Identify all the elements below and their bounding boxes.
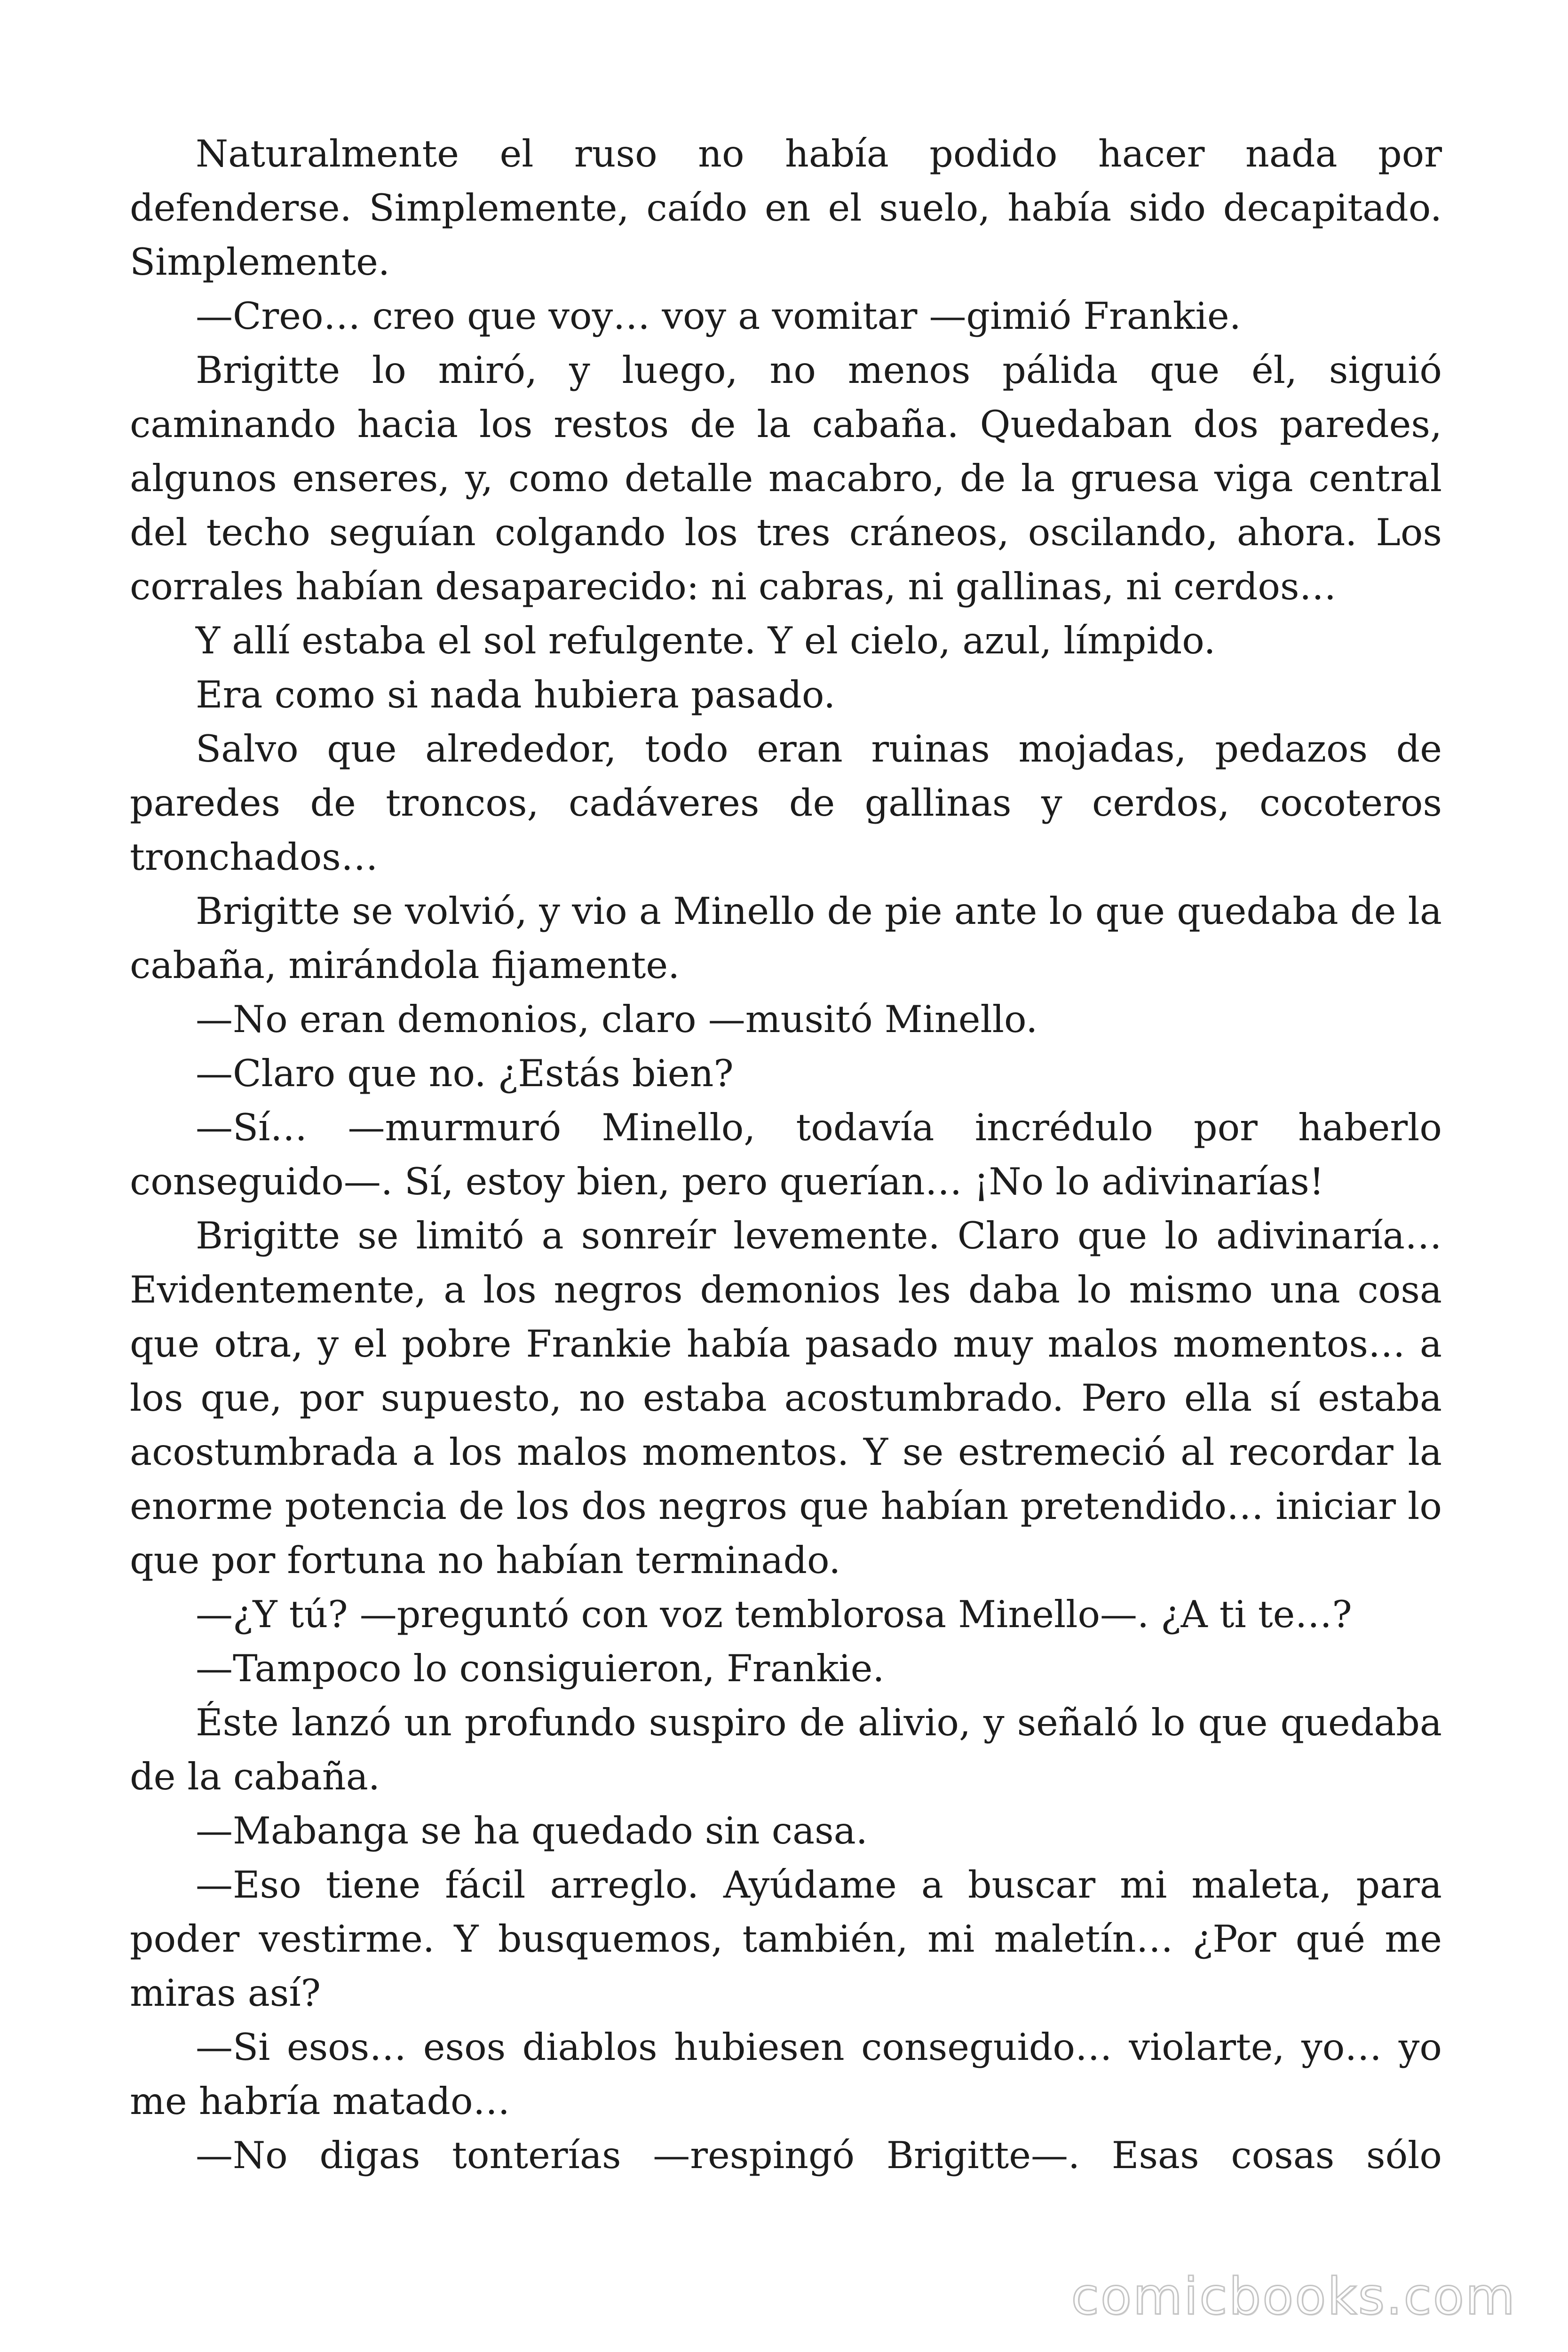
paragraph-8: —No eran demonios, claro —musitó Minello. (196, 998, 1038, 1041)
paragraph-13: —Tampoco lo consiguieron, Frankie. (196, 1647, 885, 1690)
paragraph-10: —Sí… —murmuró Minello, todavía incrédulo por haberlo conseguido—. Sí, estoy bien, pero querían… ¡No lo adivinarías! (130, 1106, 1442, 1203)
paragraph-1: Naturalmente el ruso no había podido hacer nada por defenderse. Simplemente, caído en el suelo, había sido decapitado. Simplemente. (130, 132, 1442, 284)
paragraph-16: —Eso tiene fácil arreglo. Ayúdame a buscar mi maleta, para poder vestirme. Y busquemos, también, mi maletín… ¿Por qué me miras así? (130, 1863, 1442, 2015)
body-text (130, 127, 1442, 2183)
paragraph-14: Éste lanzó un profundo suspiro de alivio, y señaló lo que quedaba de la cabaña. (130, 1701, 1442, 1798)
paragraph-4: Y allí estaba el sol refulgente. Y el cielo, azul, límpido. (196, 619, 1216, 662)
watermark-text: comicbooks.com (1071, 2267, 1516, 2326)
paragraph-7: Brigitte se volvió, y vio a Minello de pie ante lo que quedaba de la cabaña, mirándola fijamente. (130, 890, 1442, 987)
paragraph-6: Salvo que alrededor, todo eran ruinas mojadas, pedazos de paredes de troncos, cadáveres de gallinas y cerdos, cocoteros tronchados… (130, 727, 1442, 879)
paragraph-12: —¿Y tú? —preguntó con voz temblorosa Minello—. ¿A ti te…? (196, 1593, 1352, 1636)
paragraph-17: —Si esos… esos diablos hubiesen conseguido… violarte, yo… yo me habría matado… (130, 2026, 1442, 2123)
paragraph-15: —Mabanga se ha quedado sin casa. (196, 1809, 868, 1852)
paragraph-11: Brigitte se limitó a sonreír levemente. Claro que lo adivinaría… Evidentemente, a los negros demonios les daba lo mismo una cosa que otra, y el pobre Frankie había pasado muy malos momentos… a los que, por supuesto, no estaba acostumbrado. Pero ella sí estaba acostumbrada a los malos momentos. Y se estremeció al recordar la enorme potencia de los dos negros que habían pretendido… iniciar lo que por fortuna no habían terminado. (130, 1214, 1442, 1582)
paragraph-2: —Creo… creo que voy… voy a vomitar —gimió Frankie. (196, 294, 1241, 338)
paragraph-3: Brigitte lo miró, y luego, no menos pálida que él, siguió caminando hacia los restos de la cabaña. Quedaban dos paredes, algunos enseres, y, como detalle macabro, de la gruesa viga central del techo seguían colgando los tres cráneos, oscilando, ahora. Los corrales habían desaparecido: ni cabras, ni gallinas, ni cerdos… (130, 349, 1442, 608)
paragraph-18: —No digas tonterías —respingó Brigitte—. Esas cosas sólo (196, 2134, 1442, 2177)
paragraph-5: Era como si nada hubiera pasado. (196, 673, 836, 716)
paragraph-9: —Claro que no. ¿Estás bien? (196, 1052, 734, 1095)
